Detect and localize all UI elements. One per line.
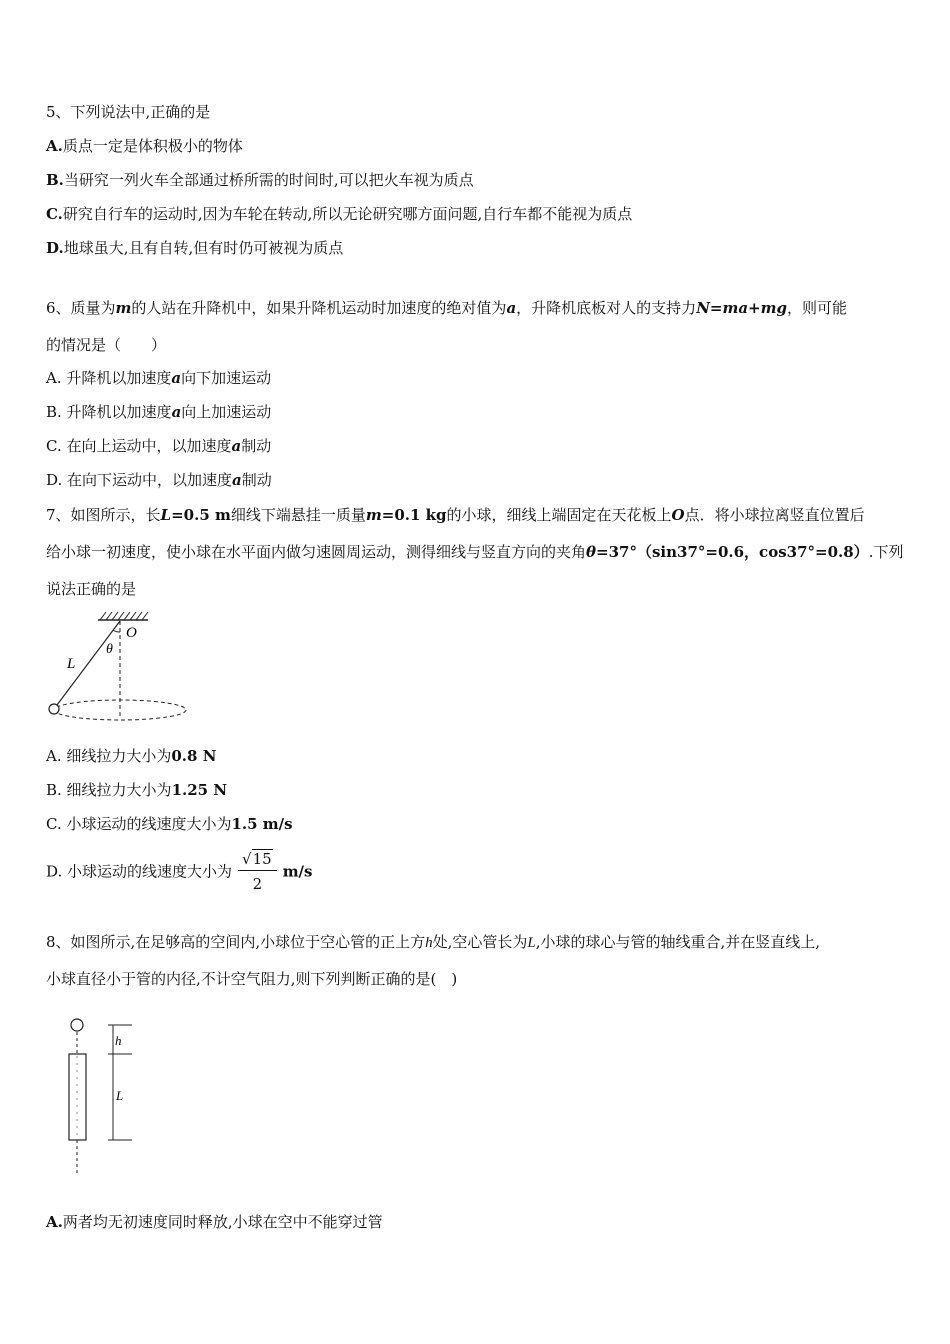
q5-option-b [46, 170, 474, 190]
text: 制动 [241, 437, 272, 455]
var-O: O [671, 506, 685, 524]
var-a: a [171, 403, 182, 421]
text: 给小球一初速度，使小球在水平面内做匀速圆周运动，测得细线与竖直方向的夹角 [46, 543, 587, 561]
option-letter: B. [46, 171, 64, 189]
q8-option-a [46, 1212, 383, 1232]
var-a: a [171, 369, 182, 387]
q7-option-b [46, 780, 227, 800]
var-L: L [160, 506, 172, 524]
value: =0.1 kg [381, 506, 447, 524]
text: 的情况是（ ） [46, 336, 167, 354]
fraction-denominator: 2 [252, 875, 263, 893]
q5-stem [46, 102, 210, 122]
text: 6、质量为 [46, 299, 116, 317]
var-L: L [527, 935, 536, 951]
q8-tube-figure [60, 1014, 150, 1178]
option-text: 当研究一列火车全部通过桥所需的时间时,可以把火车视为质点 [63, 171, 474, 189]
fig-label-O: O [126, 625, 137, 641]
text: ，则可能 [787, 299, 848, 317]
var-a: a [232, 471, 242, 489]
value: 0.8 N [171, 747, 217, 765]
angle-arc [113, 630, 120, 632]
ceiling-hatch [100, 612, 148, 620]
option-letter: D. [46, 239, 64, 257]
q8-stem-line2 [46, 969, 457, 989]
hollow-tube [69, 1054, 86, 1140]
fig-label-L: L [67, 656, 76, 672]
text: 处,空心管长为 [432, 933, 528, 951]
q8-stem-line1 [46, 932, 820, 953]
option-letter: A. [46, 137, 63, 155]
text: 细线下端悬挂一质量 [230, 506, 366, 524]
q5-option-d [46, 238, 343, 258]
text: A. 细线拉力大小为 [46, 747, 172, 765]
var-theta: θ [586, 543, 597, 561]
q7-option-a [46, 746, 216, 766]
option-text: 质点一定是体积极小的物体 [62, 137, 243, 155]
sqrt-sign: √15 [242, 850, 272, 868]
var-h: h [425, 935, 433, 951]
q6-stem-line1 [46, 298, 847, 318]
q5-stem-text: 5、下列说法中,正确的是 [46, 103, 211, 121]
option-text: 地球虽大,且有自转,但有时仍可被视为质点 [63, 239, 344, 257]
value: =37°（sin37°=0.6，cos37°=0.8） [596, 543, 869, 561]
text: ,小球的球心与管的轴线重合,并在竖直线上, [535, 933, 821, 951]
fig-label-theta: θ [106, 642, 113, 657]
text: 向下加速运动 [181, 369, 272, 387]
q6-option-c [46, 436, 271, 456]
text: 的小球，细线上端固定在天花板上 [446, 506, 672, 524]
text: 说法正确的是 [46, 580, 137, 598]
text: D. 小球运动的线速度大小为 [46, 862, 233, 881]
q7-stem-line1 [46, 505, 865, 525]
fraction-numerator [238, 848, 277, 871]
q7-stem-line3 [46, 579, 136, 599]
text: C. 小球运动的线速度大小为 [46, 815, 232, 833]
text: 7、如图所示，长 [46, 506, 161, 524]
text: B. 升降机以加速度 [46, 403, 172, 421]
radicand: 15 [252, 850, 272, 868]
ball-circle [71, 1019, 83, 1031]
q7-stem-line2 [46, 542, 903, 562]
unit: m/s [282, 862, 313, 881]
orbit-ellipse [54, 700, 186, 720]
text: .下列 [868, 543, 904, 561]
ball-circle [49, 704, 59, 714]
fig-label-L: L [116, 1088, 124, 1103]
text: 8、如图所示,在足够高的空间内,小球位于空心管的正上方 [46, 933, 426, 951]
fig-label-h: h [115, 1033, 122, 1048]
option-letter: A. [46, 1213, 63, 1231]
value: 1.5 m/s [231, 815, 293, 833]
text: 向上加速运动 [181, 403, 272, 421]
q6-option-d [46, 470, 272, 490]
formula: N=ma+mg [696, 299, 787, 317]
text: D. 在向下运动中，以加速度 [46, 471, 233, 489]
text: 小球直径小于管的内径,不计空气阻力,则下列判断正确的是( ) [46, 970, 458, 988]
text: C. 在向上运动中，以加速度 [46, 437, 232, 455]
q7-option-d [46, 848, 312, 895]
q7-pendulum-figure [40, 608, 200, 728]
value: =0.5 m [171, 506, 231, 524]
q6-stem-line2 [46, 335, 166, 355]
q6-option-a [46, 368, 271, 388]
text: ，升降机底板对人的支持力 [516, 299, 697, 317]
var-m: m [365, 506, 382, 524]
text: 制动 [241, 471, 272, 489]
text: 点．将小球拉离竖直位置后 [684, 506, 865, 524]
text: 的人站在升降机中，如果升降机运动时加速度的绝对值为 [131, 299, 507, 317]
string-line [54, 621, 120, 709]
option-text: 研究自行车的运动时,因为车轮在转动,所以无论研究哪方面问题,自行车都不能视为质点 [62, 205, 633, 223]
value: 1.25 N [171, 781, 228, 799]
text: B. 细线拉力大小为 [46, 781, 172, 799]
option-text: 两者均无初速度同时释放,小球在空中不能穿过管 [62, 1213, 383, 1231]
option-letter: C. [46, 205, 63, 223]
text: A. 升降机以加速度 [46, 369, 172, 387]
fraction [238, 848, 277, 895]
q5-option-a [46, 136, 243, 156]
var-m: m [115, 299, 132, 317]
q6-option-b [46, 402, 271, 422]
var-a: a [231, 437, 242, 455]
var-a: a [506, 299, 517, 317]
q5-option-c [46, 204, 632, 224]
q7-option-c [46, 814, 293, 834]
